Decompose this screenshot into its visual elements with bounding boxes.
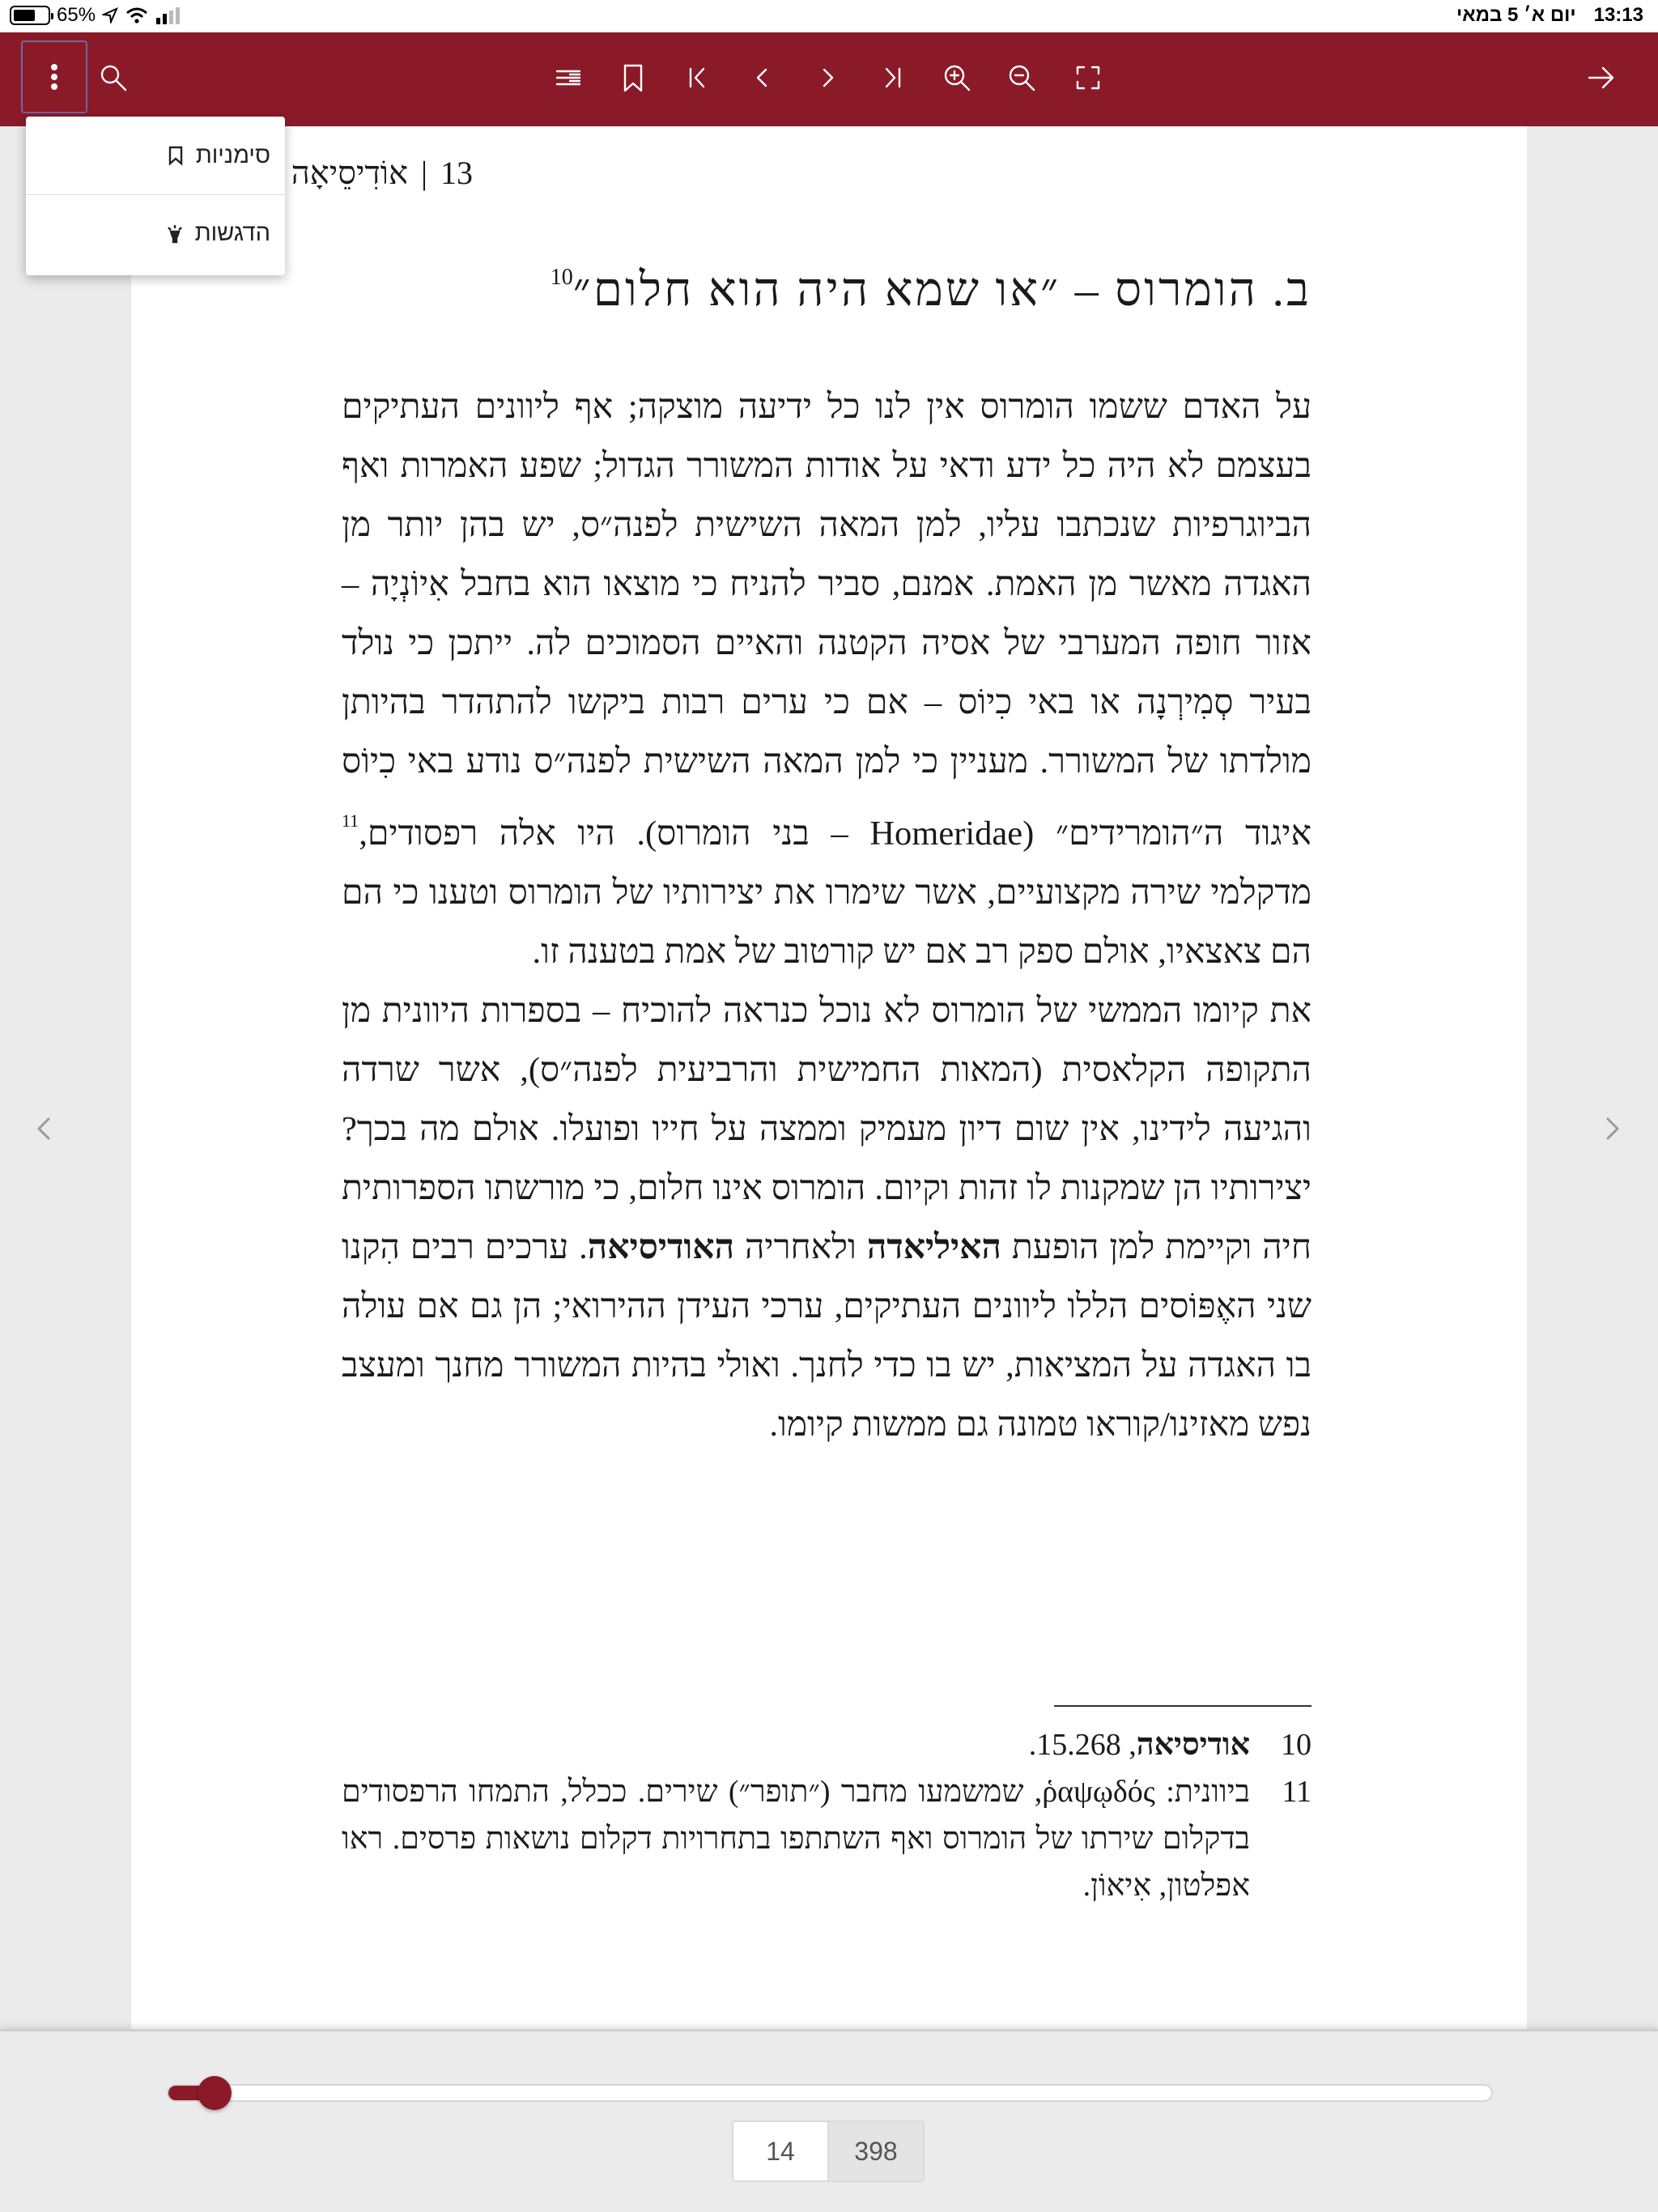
bookmark-button[interactable] bbox=[599, 44, 667, 112]
slider-thumb[interactable] bbox=[198, 2076, 232, 2110]
zoom-out-button[interactable] bbox=[988, 44, 1056, 112]
next-page-side-arrow[interactable] bbox=[1588, 1104, 1637, 1153]
book-page bbox=[131, 126, 1527, 2029]
last-page-button[interactable] bbox=[858, 44, 926, 112]
current-page-field[interactable]: 14 bbox=[733, 2122, 829, 2180]
zoom-in-icon bbox=[941, 62, 973, 94]
chapter-title bbox=[551, 262, 1312, 317]
bookmark-icon bbox=[617, 62, 649, 94]
total-pages: 398 bbox=[829, 2122, 923, 2180]
footnote-body: , 15.268. bbox=[1028, 1728, 1137, 1762]
menu-dots-icon bbox=[38, 61, 70, 93]
status-time: 13:13 bbox=[1593, 4, 1643, 26]
body-text bbox=[342, 377, 1312, 1454]
running-head bbox=[291, 154, 473, 192]
menu-item-label: הדגשות bbox=[194, 220, 270, 246]
footnotes bbox=[342, 1721, 1312, 1909]
paragraph-text: ולאחריה bbox=[734, 1228, 867, 1266]
next-page-button[interactable] bbox=[793, 44, 861, 112]
last-page-icon bbox=[876, 62, 908, 94]
paragraph-text: על האדם ששמו הומרוס אין לנו כל ידיעה מוצקה; אף ליוונים העתיקים בעצמם לא היה כל ידע ודאי על אודות המשורר הגדול; שפע האמרות ואף הביוגרפיות שנכתבו עליו, למן המאה השישית לפנה״ס, יש בהן יותר מן האגדה מאשר מן האמת. אמנם, סביר להניח כי מוצאו הוא בחבל אִיוֹנְיָה – אזור חופה המערבי של אסיה הקטנה והאיים הסמוכים לה. ייתכן כי נולד בעיר סְמִירְנָה או באי כִיוֹס – אם כי ערים רבות ביקשו להתהדר בהיותן מולדתו של המשורר. מעניין כי למן המאה השישית לפנה״ס נודע באי כִיוֹס איגוד ה״הומרידים״ (Homeridae – בני הומרוס). היו אלה רפסודים, bbox=[342, 388, 1312, 853]
page-number: 13 bbox=[440, 155, 473, 191]
running-head-separator: | bbox=[420, 155, 427, 191]
paragraph bbox=[342, 981, 1312, 1454]
page-slider[interactable] bbox=[167, 2084, 1493, 2102]
bold-title: האיליאדה bbox=[866, 1228, 1001, 1266]
status-right bbox=[1456, 4, 1643, 27]
forward-arrow-icon bbox=[1585, 62, 1618, 94]
footnote-bold: אודיסיאה bbox=[1136, 1728, 1250, 1762]
toc-button[interactable] bbox=[534, 44, 602, 112]
footnote-body: ביוונית: ῥαψῳδός, שמשמעו מחבר (״תופר״) שירים. ככלל, התמחו הרפסודים בדקלום שירתו של הומרוס ואף השתתפו בתחרויות דקלום נושאות פרסים. ראו אפלטון, אִיאוֹן. bbox=[342, 1775, 1250, 1903]
first-page-button[interactable] bbox=[664, 44, 732, 112]
menu-item-highlights[interactable] bbox=[26, 194, 285, 272]
footnote-number: 11 bbox=[1282, 1775, 1312, 1809]
footnote-number: 10 bbox=[1281, 1728, 1312, 1762]
menu-item-label: סימניות bbox=[195, 142, 270, 168]
bookmark-icon bbox=[165, 145, 186, 166]
options-dropdown bbox=[26, 117, 285, 275]
footnote-text bbox=[342, 1721, 1250, 1768]
paragraph-text: מדקלמי שירה מקצועיים, אשר שימרו את יצירותיו של הומרוס וטענו כי הם הם צאצאיו, אולם ספק רב אם יש קורטוב של אמת בטענה זו. bbox=[342, 874, 1312, 971]
footnote bbox=[342, 1721, 1312, 1768]
zoom-out-icon bbox=[1005, 62, 1038, 94]
footnote-divider bbox=[1054, 1705, 1312, 1707]
forward-button[interactable] bbox=[1567, 44, 1635, 112]
prev-page-button[interactable] bbox=[729, 44, 797, 112]
footnote-text bbox=[342, 1768, 1250, 1909]
menu-item-bookmarks[interactable] bbox=[26, 117, 285, 194]
battery-icon bbox=[10, 6, 50, 25]
paragraph bbox=[342, 377, 1312, 981]
battery-percent: 65% bbox=[57, 4, 96, 26]
search-button[interactable] bbox=[79, 44, 147, 112]
footnote-ref-10[interactable]: 10 bbox=[550, 265, 573, 290]
signal-icon bbox=[155, 6, 183, 24]
location-icon bbox=[102, 7, 118, 23]
prev-page-icon bbox=[746, 62, 779, 94]
paragraph-text: את קיומו הממשי של הומרוס לא נוכל כנראה להוכיח – בספרות היוונית מן התקופה הקלאסית (המאות החמישית והרביעית לפנה״ס), אשר שרדה והגיעה לידינו, אין שום דיון מעמיק וממצה על חייו ופועלו. אולם מה בכך? יצירותיו הן שמקנות לו זהות וקיום. הומרוס אינו חלום, כי מורשתו הספרותית חיה וקיימת למן הופעת bbox=[342, 992, 1312, 1266]
paragraph-text: . ערכים רבים הִקנו שני האֶפּוֹסים הללו ליוונים העתיקים, ערכי העידן ההירואי; הן גם אם עולה בו האגדה על המציאות, יש בו כדי לחנך. ואולי בהיות המשורר מחנך ומעצב נפש מאזינו/קוראו טמונה גם ממשות קיומו. bbox=[342, 1228, 1312, 1444]
fullscreen-button[interactable] bbox=[1054, 44, 1122, 112]
footnote-ref-11[interactable]: 11 bbox=[342, 810, 359, 831]
chapter-title-text: ב. הומרוס – ״או שמא היה הוא חלום״ bbox=[572, 263, 1312, 316]
zoom-in-button[interactable] bbox=[923, 44, 991, 112]
page-indicator bbox=[732, 2121, 925, 2182]
chevron-left-icon bbox=[28, 1112, 60, 1145]
chevron-right-icon bbox=[1596, 1112, 1629, 1145]
fullscreen-icon bbox=[1072, 62, 1104, 94]
next-page-icon bbox=[811, 62, 844, 94]
status-date: יום א׳ 5 במאי bbox=[1456, 4, 1576, 26]
status-left bbox=[10, 4, 183, 27]
status-bar bbox=[0, 0, 1658, 32]
reader-toolbar bbox=[0, 32, 1658, 126]
footnote bbox=[342, 1768, 1312, 1909]
wifi-icon bbox=[125, 6, 149, 24]
prev-page-side-arrow[interactable] bbox=[19, 1104, 68, 1153]
highlight-icon bbox=[164, 223, 185, 245]
bold-title: האודיסיאה bbox=[587, 1228, 735, 1266]
first-page-icon bbox=[682, 62, 714, 94]
bottom-bar bbox=[0, 2029, 1658, 2212]
toc-icon bbox=[552, 62, 585, 94]
search-icon bbox=[97, 62, 130, 94]
menu-button[interactable] bbox=[21, 40, 87, 113]
running-head-title: אוֹדִיסֵיאָה bbox=[291, 155, 408, 191]
